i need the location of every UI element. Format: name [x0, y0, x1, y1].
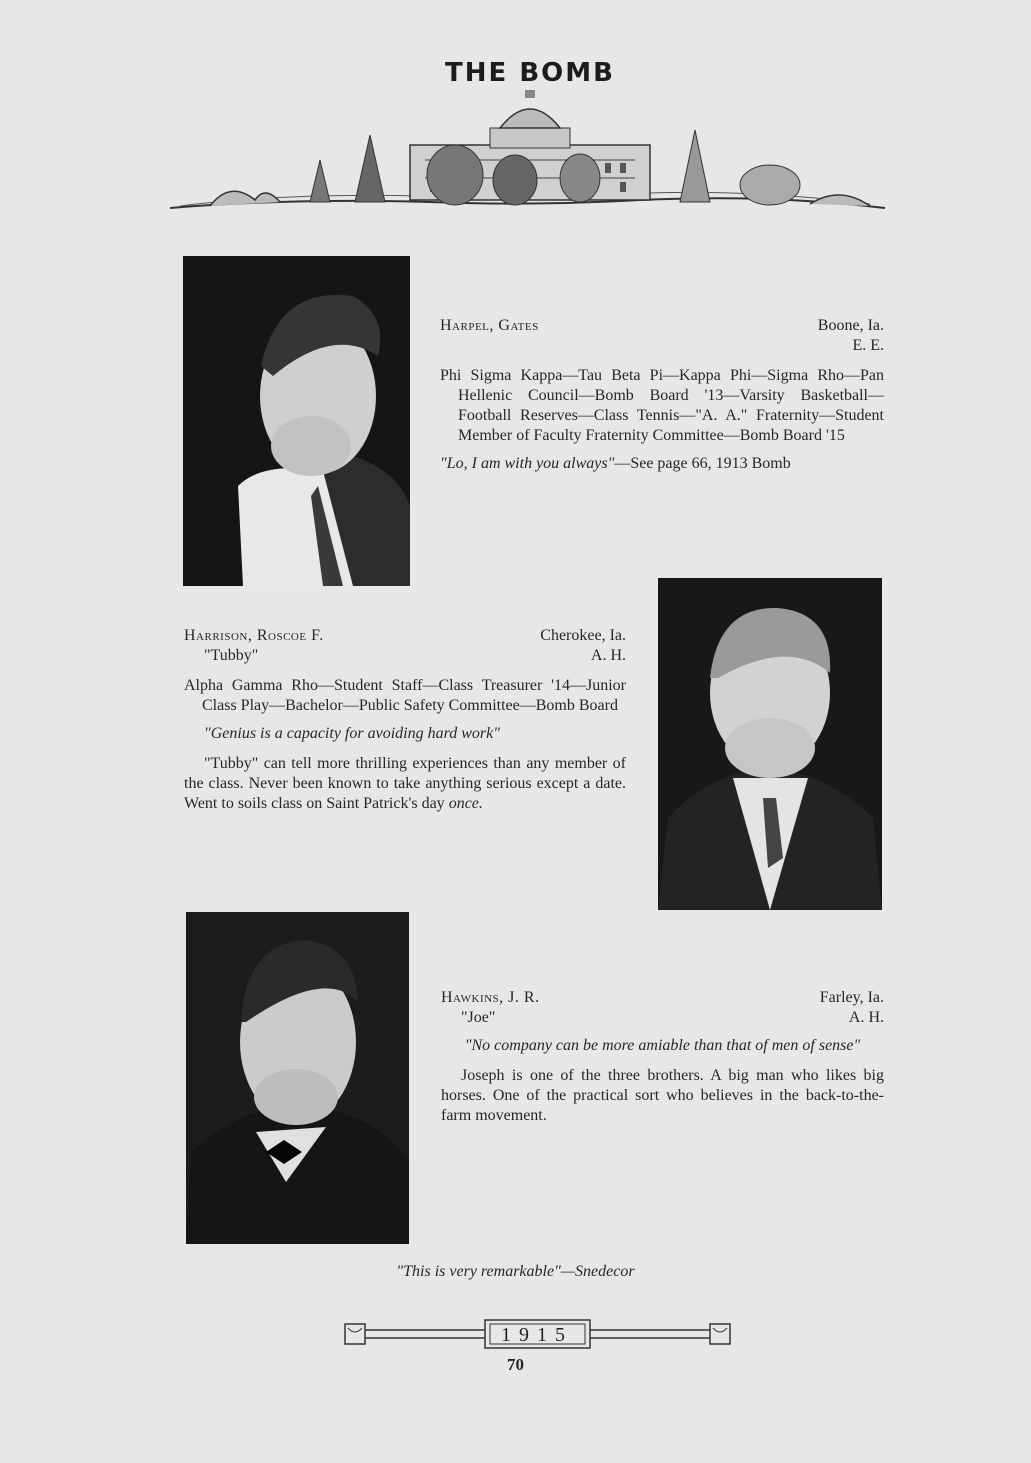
- description: Joseph is one of the three brothers. A big man who likes big horses. One of the practical sort who believes in the back-to-the-farm movement.: [441, 1067, 884, 1124]
- quote: "Genius is a capacity for avoiding hard work": [204, 725, 500, 742]
- portrait-harrison: [658, 578, 882, 910]
- student-name: Harpel, Gates: [440, 317, 539, 334]
- hometown: Farley, Ia.: [819, 989, 884, 1006]
- description: [184, 754, 626, 814]
- hometown: Cherokee, Ia.: [540, 627, 626, 644]
- portrait-hawkins: [186, 912, 409, 1244]
- entry-harpel: [440, 316, 884, 474]
- footer-year: 1915: [501, 1324, 573, 1346]
- year-banner: [340, 1316, 735, 1352]
- student-name: Harrison, Roscoe F.: [184, 627, 324, 644]
- header-title: THE BOMB: [445, 58, 615, 88]
- quote-text: "Lo, I am with you always": [440, 455, 615, 472]
- quote: "No company can be more amiable than that of men of sense": [464, 1037, 861, 1054]
- quote: [440, 454, 884, 474]
- course: A. H.: [590, 647, 626, 664]
- description-text: "Tubby" can tell more thrilling experiences than any member of the class. Never been known to take anything serious except a date. Went to soils class on Saint Patrick's day: [184, 755, 626, 812]
- portrait-harpel: [183, 256, 410, 586]
- footer-quote: "This is very remarkable"—Snedecor: [396, 1263, 635, 1280]
- entry-hawkins: [441, 988, 884, 1126]
- page-header: [170, 50, 890, 220]
- activities: Phi Sigma Kappa—Tau Beta Pi—Kappa Phi—Sigma Rho—Pan Hellenic Council—Bomb Board '13—Varsity Basketball—Football Reserves—Class Tennis—"A. A." Fraternity—Student Member of Faculty Fraternity Committee—Bomb Board '15: [440, 367, 884, 444]
- hometown: Boone, Ia.: [817, 317, 884, 334]
- nickname: "Joe": [461, 1009, 496, 1026]
- page-number: 70: [507, 1355, 524, 1374]
- course: E. E.: [852, 337, 884, 354]
- nickname: "Tubby": [204, 647, 259, 664]
- entry-harrison: [184, 626, 626, 814]
- student-name: Hawkins, J. R.: [441, 989, 540, 1006]
- quote-reference: —See page 66, 1913 Bomb: [614, 455, 791, 472]
- activities: Alpha Gamma Rho—Student Staff—Class Treasurer '14—Junior Class Play—Bachelor—Public Safety Committee—Bomb Board: [184, 677, 626, 714]
- description-emphasis: once.: [448, 795, 483, 812]
- course: A. H.: [848, 1009, 884, 1026]
- campus-illustration: [170, 90, 890, 215]
